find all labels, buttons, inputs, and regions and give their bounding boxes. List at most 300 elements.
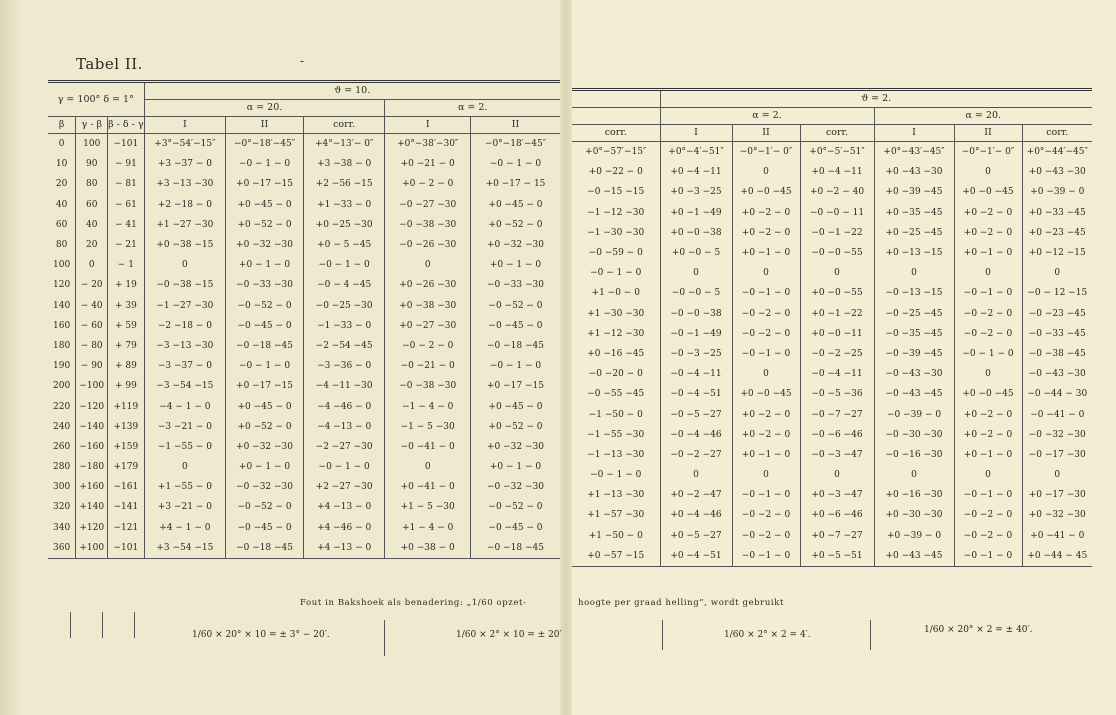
table-cell: +0 −2 −47 [660,485,732,505]
book-gutter [560,0,572,715]
table-cell: −0 −55 −45 [587,389,645,400]
footer-rule [102,612,103,638]
table-cell: −0°−1′− 0″ [732,142,800,163]
table-cell: −1 −30 −30 [587,227,645,238]
column-header: corr. [303,117,385,134]
table-cell: 120 [53,280,71,291]
table-cell: +0 −0 −45 [732,182,800,202]
table-row [48,275,560,295]
table-cell: −0 − 12 −15 [1022,283,1092,303]
table-cell: +0 −57 −15 [572,546,660,567]
table-cell: − 60 [76,316,108,336]
table-row [48,235,560,255]
table-cell: +0 − 2 − 0 [385,174,471,194]
table-cell: +0 −12 −15 [1022,243,1092,263]
corner-label: γ = 100° δ = 1° [48,82,144,117]
table-cell: 0 [1022,465,1092,485]
table-cell: +0 −17 −15 [470,376,560,396]
table-cell: +0 −39 − 0 [874,526,954,546]
table-row [572,203,1092,223]
table-cell: +3°−54′−15″ [144,134,226,155]
table-cell: 0 [954,465,1022,485]
table-cell: −0 −2 − 0 [732,526,800,546]
table-cell: +0 −52 − 0 [226,417,304,437]
table-cell: +0 − 1 − 0 [470,255,560,275]
table-cell: −0 −4 −11 [800,364,874,384]
table-cell: +0 −43 −45 [874,546,954,567]
table-cell: +0 −41 − 0 [1022,526,1092,546]
table-cell: 0 [874,263,954,283]
page-edge [0,0,22,715]
table-row [572,505,1092,525]
column-header: I [874,125,954,142]
table-cell: +0 −33 −45 [1022,203,1092,223]
table-cell: +0 −5 −27 [660,526,732,546]
table-cell: +0 −0 −45 [732,384,800,404]
column-header: β - δ - γ [108,117,144,134]
right-alpha-header-row [572,108,1092,125]
table-row [572,465,1092,485]
table-cell: −161 [108,477,144,497]
table-cell: +2 −27 −30 [303,477,385,497]
table-cell: +0 −43 −30 [874,162,954,182]
table-cell: −0 −0 −38 [660,304,732,324]
table-cell: −0 −38 −15 [144,275,226,295]
table-cell: +0 −7 −27 [800,526,874,546]
table-cell: 160 [53,320,71,331]
table-cell: +0 − 5 −45 [303,235,385,255]
table-cell: +0 − 1 − 0 [226,457,304,477]
table-cell: −0 −23 −45 [1022,304,1092,324]
table-row [48,497,560,517]
table-cell: −0 −41 − 0 [385,437,471,457]
table-cell: 240 [53,421,71,432]
column-header: II [470,117,560,134]
table-cell: −1 −12 −30 [587,207,645,218]
table-cell: +0°−44′−45″ [1022,142,1092,163]
table-cell: 0 [76,255,108,275]
table-cell: −0 −1 − 0 [954,546,1022,567]
table-cell: −0 −1 − 0 [954,283,1022,303]
table-row [572,142,1092,163]
table-cell: −140 [76,417,108,437]
table-cell: +4 −46 − 0 [303,518,385,538]
table-row [572,243,1092,263]
table-cell: 220 [53,401,71,412]
table-cell: +120 [76,518,108,538]
table-cell: +0 −2 − 40 [800,182,874,202]
table-cell: +0 −2 − 0 [732,223,800,243]
table-cell: 0 [660,263,732,283]
table-cell: +0 −2 − 0 [732,404,800,424]
table-row [48,316,560,336]
table-cell: −0 −25 −30 [303,296,385,316]
table-cell: −3 −54 −15 [144,376,226,396]
table-cell: +0 −38 −15 [144,235,226,255]
table-cell: −0°−1′− 0″ [954,142,1022,163]
table-cell: +100 [76,538,108,559]
table-cell: −0 −39 − 0 [874,404,954,424]
table-cell: + 39 [108,296,144,316]
table-row [572,304,1092,324]
table-cell: +4 − 1 − 0 [144,518,226,538]
table-cell: −3 −37 − 0 [144,356,226,376]
column-header: corr. [1022,125,1092,142]
table-cell: −4 − 1 − 0 [144,396,226,416]
table-row [48,396,560,416]
right-table [572,88,1092,567]
table-row [572,384,1092,404]
table-cell: −0 −38 −45 [1022,344,1092,364]
table-cell: −0 −43 −45 [874,384,954,404]
table-cell: 20 [76,235,108,255]
table-cell: −0 −33 −30 [226,275,304,295]
table-cell: +139 [108,417,144,437]
table-cell: +0 −0 − 5 [660,243,732,263]
column-header: corr. [800,125,874,142]
table-cell: − 61 [108,195,144,215]
table-cell: 300 [53,482,71,493]
table-cell: 80 [76,174,108,194]
table-cell: −0 − 1 − 0 [226,356,304,376]
table-cell: 0 [385,457,471,477]
table-cell: −0°−18′−45″ [226,134,304,155]
table-cell: +0 −13 −15 [874,243,954,263]
table-row [572,344,1092,364]
table-cell: −0 −52 − 0 [226,497,304,517]
table-row [48,417,560,437]
table-cell: +0 −32 −30 [1022,505,1092,525]
table-cell: −3 −36 − 0 [303,356,385,376]
table-cell: −0 −39 −45 [874,344,954,364]
table-cell: −0 − 1 − 0 [303,255,385,275]
table-cell: −0 −45 − 0 [470,518,560,538]
table-cell: 0 [58,139,65,150]
table-cell: + 59 [108,316,144,336]
table-cell: +3 −13 −30 [144,174,226,194]
table-cell: 0 [732,263,800,283]
table-cell: +0 −52 − 0 [470,215,560,235]
table-cell: +0 −4 −51 [660,546,732,567]
table-cell: 190 [53,361,71,372]
table-cell: −0 −33 −45 [1022,324,1092,344]
table-cell: −0 − 1 − 0 [470,154,560,174]
table-cell: +0 −3 −47 [800,485,874,505]
alpha-header: α = 2. [660,108,874,125]
table-row [48,336,560,356]
footer-rule [870,620,871,650]
table-cell: −120 [76,396,108,416]
right-table-body [572,142,1092,567]
table-cell: +1 −33 − 0 [303,195,385,215]
table-cell: −0 −35 −45 [874,324,954,344]
table-cell: +0 −45 − 0 [470,396,560,416]
alpha-header: α = 20. [144,100,385,117]
table-cell: +0 −27 −30 [385,316,471,336]
table-cell: +0 −38 −30 [385,296,471,316]
theta-header: ϑ = 10. [144,82,560,100]
table-cell: +2 −56 −15 [303,174,385,194]
table-cell: −0 −3 −25 [660,344,732,364]
table-cell: −0 −32 −30 [470,477,560,497]
table-cell: +3 −21 − 0 [144,497,226,517]
table-cell: +0 −2 − 0 [954,203,1022,223]
table-cell: +1 −30 −30 [587,308,645,319]
theta-header: ϑ = 2. [660,90,1092,108]
formula: 1/60 × 2° × 2 = 4′. [724,630,811,640]
table-cell: +0 −45 − 0 [226,396,304,416]
table-row [572,425,1092,445]
table-cell: −0 −45 − 0 [226,316,304,336]
table-cell: −0 −26 −30 [385,235,471,255]
table-cell: −100 [76,376,108,396]
table-cell: −0 −4 −51 [660,384,732,404]
table-cell: +0 −6 −46 [800,505,874,525]
footer-rule [134,612,135,638]
column-header: γ - β [76,117,108,134]
table-cell: 180 [53,340,71,351]
table-cell: +0 −52 − 0 [470,417,560,437]
header-spacer [572,90,660,108]
table-cell: +0 −0 −38 [660,223,732,243]
table-cell: 200 [53,381,71,392]
table-row [48,296,560,316]
table-cell: + 99 [108,376,144,396]
table-cell: +0 −2 − 0 [954,404,1022,424]
table-cell: +0°−43′−45″ [874,142,954,163]
table-cell: −0 −2 − 0 [954,324,1022,344]
table-row [48,437,560,457]
footer-rule [70,612,71,638]
table-cell: −0 −44 − 30 [1022,384,1092,404]
table-cell: 0 [954,263,1022,283]
table-cell: 60 [55,219,68,230]
table-cell: +0 −4 −11 [800,162,874,182]
table-cell: 80 [55,240,68,251]
table-cell: 280 [53,462,71,473]
table-cell: +0 −35 −45 [874,203,954,223]
table-cell: +4°−13′− 0″ [303,134,385,155]
left-table [48,80,560,559]
table-cell: 0 [954,162,1022,182]
table-cell: − 40 [76,296,108,316]
table-cell: −0 −45 − 0 [226,518,304,538]
column-header: β [48,117,76,134]
table-cell: +1 −0 − 0 [591,288,640,299]
table-title: Tabel II. [76,55,143,73]
table-cell: +0 −32 −30 [226,437,304,457]
table-cell: −0 − 1 − 0 [590,268,642,279]
footnote-right: hoogte per graad helling”, wordt gebruikt [578,598,784,608]
table-cell: −0 −6 −46 [800,425,874,445]
table-cell: +0 −21 − 0 [385,154,471,174]
table-row [572,263,1092,283]
table-cell: −0 −0 − 5 [660,283,732,303]
table-cell: 0 [1022,263,1092,283]
table-cell: +0 −39 − 0 [1022,182,1092,202]
table-cell: −0 −21 − 0 [385,356,471,376]
table-cell: −0 − 1 − 0 [590,470,642,481]
table-cell: 20 [55,179,68,190]
table-cell: − 20 [76,275,108,295]
table-cell: +159 [108,437,144,457]
table-cell: +0 −45 − 0 [226,195,304,215]
table-cell: 0 [732,364,800,384]
table-cell: +0 −22 − 0 [588,167,643,178]
table-cell: −0 −43 −30 [874,364,954,384]
left-column-header-row [48,117,560,134]
left-table-body [48,134,560,559]
table-cell: −0 −45 − 0 [470,316,560,336]
table-cell: 10 [55,159,68,170]
table-cell: +0 −25 −30 [303,215,385,235]
table-cell: 0 [660,465,732,485]
table-row [48,215,560,235]
table-cell: +0 −26 −30 [385,275,471,295]
column-header: corr. [572,125,660,142]
table-cell: −0 −38 −30 [385,376,471,396]
table-cell: +0 −0 −45 [954,384,1022,404]
table-row [48,174,560,194]
table-cell: −0 −2 − 0 [954,526,1022,546]
table-cell: +0 −44 − 45 [1022,546,1092,567]
table-cell: +1 −13 −30 [587,490,645,501]
table-row [48,538,560,559]
column-header: II [954,125,1022,142]
table-cell: −0 −18 −45 [226,538,304,559]
table-cell: +0 −17 −30 [1022,485,1092,505]
table-cell: −0 −1 − 0 [732,485,800,505]
footer-rule [384,620,385,656]
table-cell: +0 −1 − 0 [954,445,1022,465]
table-cell: −1 −50 − 0 [588,409,643,420]
table-cell: −0 −52 − 0 [470,296,560,316]
table-cell: − 90 [76,356,108,376]
table-cell: +160 [76,477,108,497]
table-cell: −1 −55 −30 [587,429,645,440]
table-cell: −1 −55 − 0 [144,437,226,457]
table-cell: −0 −18 −45 [226,336,304,356]
table-row [572,404,1092,424]
table-cell: −0 −43 −30 [1022,364,1092,384]
table-cell: −0 −1 − 0 [732,546,800,567]
table-cell: − 91 [108,154,144,174]
table-row [572,364,1092,384]
table-cell: −0 −52 − 0 [226,296,304,316]
table-cell: −2 −18 − 0 [144,316,226,336]
table-cell: −3 −21 − 0 [144,417,226,437]
table-cell: +0 −0 −55 [800,283,874,303]
table-cell: −0 −15 −15 [587,187,645,198]
table-cell: +1 − 4 − 0 [385,518,471,538]
table-cell: +179 [108,457,144,477]
table-cell: +0 − 1 − 0 [470,457,560,477]
table-cell: −0 −20 − 0 [588,369,643,380]
table-cell: +0 −2 − 0 [732,203,800,223]
table-row [572,283,1092,303]
table-cell: +1 −12 −30 [587,328,645,339]
formula: 1/60 × 20° × 10 = ± 3° − 20′. [192,630,330,640]
table-cell: −4 −46 − 0 [303,396,385,416]
table-cell: +0 −52 − 0 [226,215,304,235]
table-cell: −0 − 4 −45 [303,275,385,295]
table-cell: −0 −2 − 0 [732,304,800,324]
table-cell: +0 −17 −15 [226,174,304,194]
table-cell: +3 −54 −15 [144,538,226,559]
table-cell: +0 −0 −11 [800,324,874,344]
table-cell: +0 −1 − 0 [954,243,1022,263]
table-cell: −0 −1 −22 [800,223,874,243]
table-row [48,376,560,396]
table-cell: +0°−4′−51″ [660,142,732,163]
table-cell: +1 −27 −30 [144,215,226,235]
table-cell: +0°−5′−51″ [800,142,874,163]
table-cell: −0 −32 −30 [226,477,304,497]
table-cell: + 79 [108,336,144,356]
table-cell: +0 −39 −45 [874,182,954,202]
table-cell: −0 −2 −25 [800,344,874,364]
table-cell: −0 −38 −30 [385,215,471,235]
table-cell: 360 [48,538,76,559]
table-cell: −4 −11 −30 [303,376,385,396]
table-cell: 0 [385,255,471,275]
table-cell: +2 −18 − 0 [144,195,226,215]
column-header: II [732,125,800,142]
table-cell: − 41 [108,215,144,235]
table-cell: −0 −1 − 0 [954,485,1022,505]
table-cell: +0 −16 −45 [587,348,645,359]
table-cell: −0 −1 − 0 [732,283,800,303]
table-cell: − 21 [108,235,144,255]
table-cell: +3 −37 − 0 [144,154,226,174]
table-cell: +0 −4 −46 [660,505,732,525]
table-cell: 100 [76,134,108,155]
footnote-left: Fout in Bakshoek als benadering: „1/60 opzet- [300,598,527,608]
table-cell: 100 [53,260,71,271]
table-row [572,445,1092,465]
table-cell: −0 −17 −30 [1022,445,1092,465]
table-cell: +4 −13 − 0 [303,497,385,517]
table-cell: −0 − 2 − 0 [385,336,471,356]
table-cell: +119 [108,396,144,416]
table-cell: +0 −0 −45 [954,182,1022,202]
alpha-header: α = 2. [385,100,560,117]
table-cell: 340 [53,522,71,533]
table-cell: −1 −33 − 0 [303,316,385,336]
table-cell: +1 − 5 −30 [385,497,471,517]
table-cell: 0 [954,364,1022,384]
right-column-header-row [572,125,1092,142]
table-cell: −0 −25 −45 [874,304,954,324]
table-cell: +0 −5 −51 [800,546,874,567]
table-cell: +0 −38 − 0 [385,538,471,559]
table-row [48,195,560,215]
table-row [572,324,1092,344]
table-cell: − 80 [76,336,108,356]
table-cell: −0 −2 −27 [660,445,732,465]
left-top-header-row [48,82,560,100]
table-row [48,457,560,477]
table-cell: 0 [800,263,874,283]
table-cell: +0 −1 −49 [660,203,732,223]
table-cell: −0 −18 −45 [470,538,560,559]
table-cell: +1 −55 − 0 [144,477,226,497]
table-cell: −1 −13 −30 [587,449,645,460]
table-cell: −0 −2 − 0 [954,304,1022,324]
table-cell: 140 [53,300,71,311]
table-cell: −0°−18′−45″ [470,134,560,155]
table-cell: 0 [800,465,874,485]
